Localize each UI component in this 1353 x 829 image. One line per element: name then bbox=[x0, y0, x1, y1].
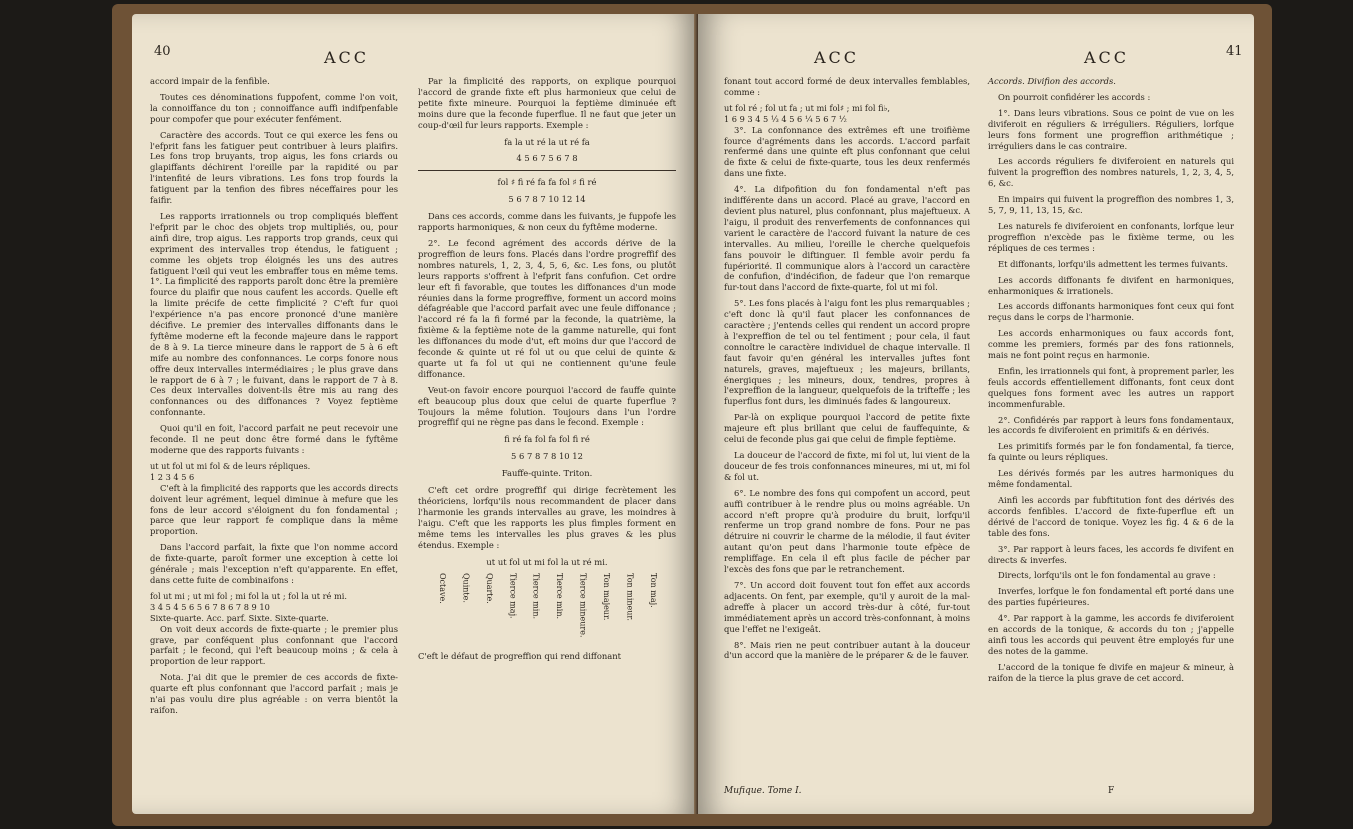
paragraph: 6°. Le nombre des fons qui compofent un accord, peut auffi contribuer à le rendre plus ou moins agréable. Un accord n'eft propre qu'à produire du bruit, lorfqu'il renferme un trop grand nombre de fons. Pour ne pas détruire ni couvrir le charme de la mélodie, il faut éviter autant qu'on peut dans l'harmonie toute efpèce de rempliffage. En cela il eft plus facile de pécher par l'excès des fons que par le retranchement. bbox=[724, 487, 970, 575]
left-column-2 bbox=[418, 76, 676, 667]
paragraph: Les primitifs formés par le fon fondamental, fa tierce, fa quinte ou leurs répliques. bbox=[988, 441, 1234, 463]
paragraph: 2°. Le fecond agrément des accords dérive de la progreffion de leurs fons. Placés dans l'ordre progreffif des nombres naturels, 1, 2, 3, 4, 5, 6, &c. Les fons, ou plutôt leurs rapports s'offrent à l'efprit fans confufion. Cet ordre leur eft fi favorable, que toutes les diffonances d'un mode réunies dans la forme progreffive, forment un accord moins défagréable que l'accord parfait avec une feule diffonance ; l'accord ré fa la fi formé par la feconde, la quatrième, la fixième & la feptième note de la gamme naturelle, qui font les diffonances du mode d'ut, eft moins dur que l'accord de feconde & quinte ut ré fol ut ou que celui de quinte & quarte ut fa fol ut qui ne contiennent qu'une feule diffonance. bbox=[418, 237, 676, 379]
labels-line: Sixte-quarte. Acc. parf. Sixte. Sixte-quarte. bbox=[150, 612, 329, 623]
running-header-right: ACC bbox=[814, 48, 860, 67]
interval-labels bbox=[418, 573, 676, 647]
interval-label: Tierce mineure. bbox=[578, 573, 588, 638]
interval-label: Quinte. bbox=[461, 573, 471, 604]
paragraph: C'eft le défaut de progreffion qui rend diffonant bbox=[418, 651, 622, 662]
ratios-line: 4 5 6 7 5 6 7 8 bbox=[516, 153, 578, 164]
running-header-right-2: ACC bbox=[1084, 48, 1130, 67]
footer-volume: Mufique. Tome I. bbox=[724, 786, 802, 796]
interval-label: Ton maj. bbox=[648, 573, 658, 609]
ratios-line: 5 6 7 8 7 8 10 12 bbox=[511, 451, 583, 462]
paragraph: Directs, lorfqu'ils ont le fon fondamental au grave : bbox=[998, 570, 1216, 581]
paragraph: Les naturels fe diviferoient en confonants, lorfque leur progreffion n'excède pas le fixième terme, ou les répliques de ces termes : bbox=[988, 220, 1234, 253]
paragraph: Les accords diffonants harmoniques font ceux qui font reçus dans le corps de l'harmonie. bbox=[988, 301, 1234, 323]
paragraph: Inverfes, lorfque le fon fondamental eft porté dans une des parties fupérieures. bbox=[988, 586, 1234, 608]
notes-line: ut ut fol ut mi fol la ut ré mi. bbox=[486, 556, 608, 567]
notes-line: fol ut mi ; ut mi fol ; mi fol la ut ; fol la ut ré mi. bbox=[150, 590, 347, 601]
paragraph: 4°. La difpofition du fon fondamental n'eft pas indifférente dans un accord. Placé au grave, l'accord en devient plus naturel, plus confonnant, plus majeftueux. A l'aigu, il produit des renverfements de confonnances qui varient le caractère de l'accord fuivant la nature de ces intervalles. Au milieu, l'oreille le cherche quelquefois fans pouvoir le diftinguer. Il femble avoir perdu fa fupériorité. Il communique alors à l'accord un caractère de confufion, d'indécifion, de fadeur que l'on remarque fur-tout dans l'accord de fixte-quarte, fol ut mi fol. bbox=[724, 184, 970, 293]
labels-line: Fauffe-quinte. Triton. bbox=[501, 468, 593, 479]
paragraph: fonant tout accord formé de deux intervalles femblables, comme : bbox=[724, 76, 970, 97]
paragraph: On pourroit confidérer les accords : bbox=[998, 91, 1151, 102]
paragraph: Par la fimplicité des rapports, on explique pourquoi l'accord de grande fixte eft plus harmonieux que celui de petite fixte mineure. Pourquoi la feptième diminuée eft moins dure que la feconde fuperflue. Il ne faut que jeter un coup-d'œil fur leurs rapports. Exemple : bbox=[418, 76, 676, 130]
paragraph: 5°. Les fons placés à l'aigu font les plus remarquables ; c'eft donc là qu'il faut placer les confonnances de caractère ; j'entends celles qui rendent un accord propre à l'expreffion de tel ou tel fentiment ; pour cela, il faut connoître le caractère individuel de chaque intervalle. Il faut favoir qu'en général les intervalles juftes font naturels, graves, majeftueux ; les majeurs, brillants, énergiques ; les mineurs, doux, tendres, propres à l'expreffion de la langueur, quelquefois de la trifteffe ; les fuperflus font durs, les diminués fades & langoureux. bbox=[724, 298, 970, 407]
paragraph: C'eft à la fimplicité des rapports que les accords directs doivent leur agrément, lequel diminue à mefure que les fons de leur accord s'éloignent du fon fondamental ; parce que leur rapport fe complique dans la même proportion. bbox=[150, 482, 398, 537]
ratios-line: 1 6 9 3 4 5 ⅓ 4 5 6 ¼ 5 6 7 ½ bbox=[724, 113, 847, 124]
paragraph: accord impair de la fenfible. bbox=[150, 76, 270, 86]
paragraph: Caractère des accords. Tout ce qui exerce les fens ou l'efprit fans les fatiguer peut contribuer à leurs plaifirs. Les fons trop bruyants, trop aigus, les fons criards ou glapiffants déchirent l'oreille par la rapidité ou par l'intenfité de leurs vibrations. Les fons trop fourds la fatiguent par la tenfion des fibres néceffaires pour les faifir. bbox=[150, 129, 398, 206]
interval-label: Tierce min. bbox=[531, 573, 541, 620]
paragraph: 7°. Un accord doit fouvent tout fon effet aux accords adjacents. On fent, par exemple, qu'il y auroit de la mal-adreffe à placer un accord très-dur à côté, fur-tout immédiatement après un accord très-confonnant, à moins que l'effet ne l'exigeât. bbox=[724, 579, 970, 634]
paragraph: Les rapports irrationnels ou trop compliqués bleffent l'efprit par le choc des objets trop multipliés, ou, pour ainfi dire, trop aigus. Les rapports trop grands, ceux qui expriment des intervalles trop étendus, le fatiguent ; comme les objets trop éloignés les uns des autres fatiguent l'œil qui veut les embraffer tous en même tems. 1°. La fimplicité des rapports paroît donc être la première fource du plaifir que nous caufent les accords. Quelle eft la limite précife de cette fimplicité ? C'eft fur quoi l'expérience n'a pas encore prononcé d'une manière décifive. Le premier des intervalles diffonants dans le fyftême moderne eft la feconde majeure dans le rapport de 8 à 9. La tierce mineure dans le rapport de 5 à 6 eft mife au nombre des confonnances. Le corps fonore nous offre deux intervalles intermédiaires ; le plus grave dans le rapport de 6 à 7 ; le fuivant, dans le rapport de 7 à 8. Ces deux intervalles doivent-ils être mis au rang des confonnances ou des diffonances ? Voyez feptième confonnante. bbox=[150, 210, 398, 418]
right-page bbox=[698, 14, 1254, 814]
paragraph: Les accords réguliers fe diviferoient en naturels qui fuivent la progreffion des nombres naturels, 1, 2, 3, 4, 5, 6, &c. bbox=[988, 156, 1234, 189]
paragraph: Et diffonants, lorfqu'ils admettent les termes fuivants. bbox=[998, 258, 1228, 269]
page-number-right: 41 bbox=[1226, 44, 1243, 59]
paragraph: 3°. Par rapport à leurs faces, les accords fe divifent en directs & inverfes. bbox=[988, 543, 1234, 565]
paragraph: Nota. J'ai dit que le premier de ces accords de fixte-quarte eft plus confonnant que l'accord parfait ; mais je n'ai pas voulu dire plus agréable : on verra bientôt la raifon. bbox=[150, 672, 398, 715]
paragraph: 1°. Dans leurs vibrations. Sous ce point de vue on les diviferoit en réguliers & irréguliers. Réguliers, lorfque leurs fons forment une progreffion arithmétique ; irréguliers dans le cas contraire. bbox=[988, 107, 1234, 151]
paragraph: Dans l'accord parfait, la fixte que l'on nomme accord de fixte-quarte, paroît former une exception à cette loi générale ; mais l'exception n'eft qu'apparente. En effet, dans cette fuite de combinaifons : bbox=[150, 542, 398, 585]
paragraph: Veut-on favoir encore pourquoi l'accord de fauffe quinte eft beaucoup plus doux que celui de quarte fuperflue ? Toujours la même folution. Toujours dans l'un l'ordre progreffif qui ne règne pas dans le fecond. Exemple : bbox=[418, 384, 676, 428]
interval-label: Ton mineur. bbox=[625, 573, 635, 622]
paragraph: Les dérivés formés par les autres harmoniques du même fondamental. bbox=[988, 468, 1234, 490]
running-header-left: ACC bbox=[324, 48, 370, 67]
notes-line: ut fol ré ; fol ut fa ; ut mi fol♯ ; mi fol fi♭, bbox=[724, 102, 891, 113]
interval-label: Octave. bbox=[437, 573, 447, 605]
paragraph: Enfin, les irrationnels qui font, à proprement parler, les feuls accords effentiellement diffonants, font ceux dont quelques fons forment avec les autres un rapport incommenfurable. bbox=[988, 365, 1234, 409]
right-column-1 bbox=[724, 76, 970, 666]
paragraph: La douceur de l'accord de fixte, mi fol ut, lui vient de la douceur de fes trois confonnances mineures, mi ut, mi fol & fol ut. bbox=[724, 450, 970, 482]
notes-line: ut ut fol ut mi fol & de leurs répliques. bbox=[150, 460, 311, 471]
interval-label: Quarte. bbox=[484, 573, 494, 605]
paragraph: 2°. Confidérés par rapport à leurs fons fondamentaux, les accords fe diviferoient en primitifs & en dérivés. bbox=[988, 414, 1234, 436]
paragraph: 3°. La confonnance des extrêmes eft une troifième fource d'agréments dans les accords. L'accord parfait renfermé dans une quinte eft plus confonnant que celui de fixte & celui de fixte-quarte, tous les deux renfermés dans une fixte. bbox=[724, 124, 970, 179]
divider bbox=[418, 170, 676, 171]
interval-label: Tierce min. bbox=[555, 573, 565, 620]
ratios-line: 1 2 3 4 5 6 bbox=[150, 471, 195, 482]
paragraph: 4°. Par rapport à la gamme, les accords fe diviferoient en accords de la tonique, & accords du ton ; j'appelle ainfi tous les accords qui peuvent être employés fur une des notes de la gamme. bbox=[988, 613, 1234, 656]
paragraph: Ainfi les accords par fubftitution font des dérivés des accords fenfibles. L'accord de fixte-fuperflue eft un dérivé de l'accord de tonique. Voyez les fig. 4 & 6 de la table des fons. bbox=[988, 495, 1234, 538]
paragraph: Dans ces accords, comme dans les fuivants, je fuppofe les rapports harmoniques, & non ceux du fyftême moderne. bbox=[418, 211, 676, 233]
paragraph: Toutes ces dénominations fuppofent, comme l'on voit, la connoiffance du ton ; connoiffance auffi indifpenfable pour compofer que pour exécuter fenfément. bbox=[150, 91, 398, 124]
footer-signature: F bbox=[1108, 786, 1115, 796]
paragraph: En impairs qui fuivent la progreffion des nombres 1, 3, 5, 7, 9, 11, 13, 15, &c. bbox=[988, 194, 1234, 216]
left-column-1 bbox=[150, 76, 398, 721]
notes-line: fa la ut ré la ut ré fa bbox=[504, 136, 590, 147]
paragraph: 8°. Mais rien ne peut contribuer autant à la douceur d'un accord que la manière de le préparer & de le fauver. bbox=[724, 639, 970, 661]
left-page bbox=[132, 14, 698, 814]
paragraph: L'accord de la tonique fe divife en majeur & mineur, à raifon de la tierce la plus grave de cet accord. bbox=[988, 661, 1234, 683]
ratios-line: 3 4 5 4 5 6 5 6 7 8 6 7 8 9 10 bbox=[150, 601, 270, 612]
paragraph: Les accords enharmoniques ou faux accords font, comme les premiers, formés par des fons rationnels, mais ne font point reçus en harmonie. bbox=[988, 328, 1234, 361]
paragraph: On voit deux accords de fixte-quarte ; le premier plus grave, par conféquent plus confonnant que l'accord parfait ; le fecond, qui l'eft beaucoup moins ; & cela à proportion de leur rapport. bbox=[150, 623, 398, 667]
paragraph: Par-là on explique pourquoi l'accord de petite fixte majeure eft plus brillant que celui de fauffequinte, & celui de feconde plus gai que celui de fimple feptième. bbox=[724, 412, 970, 445]
interval-label: Ton majeur. bbox=[602, 573, 612, 621]
right-column-2 bbox=[988, 76, 1234, 689]
ratios-line: 5 6 7 8 7 10 12 14 bbox=[508, 194, 586, 205]
section-heading: Accords. Divifion des accords. bbox=[988, 76, 1116, 86]
paragraph: Quoi qu'il en foit, l'accord parfait ne peut recevoir une feconde. Il ne peut donc être formé dans le fyftême moderne que des rapports fuivants : bbox=[150, 423, 398, 455]
interval-label: Tierce maj. bbox=[508, 573, 518, 620]
page-number-left: 40 bbox=[154, 44, 171, 59]
notes-line: fol ♯ fi ré fa fa fol ♯ fi ré bbox=[497, 177, 597, 188]
notes-line: fi ré fa fol fa fol fi ré bbox=[504, 434, 590, 445]
paragraph: Les accords diffonants fe divifent en harmoniques, enharmoniques & irrationels. bbox=[988, 274, 1234, 296]
paragraph: C'eft cet ordre progreffif qui dirige fecrètement les théoriciens, lorfqu'ils nous recommandent de placer dans l'harmonie les grands intervalles au grave, les moindres à l'aigu. C'eft que les rapports les plus fimples forment en même tems les intervalles les plus graves & les plus étendus. Exemple : bbox=[418, 485, 676, 550]
